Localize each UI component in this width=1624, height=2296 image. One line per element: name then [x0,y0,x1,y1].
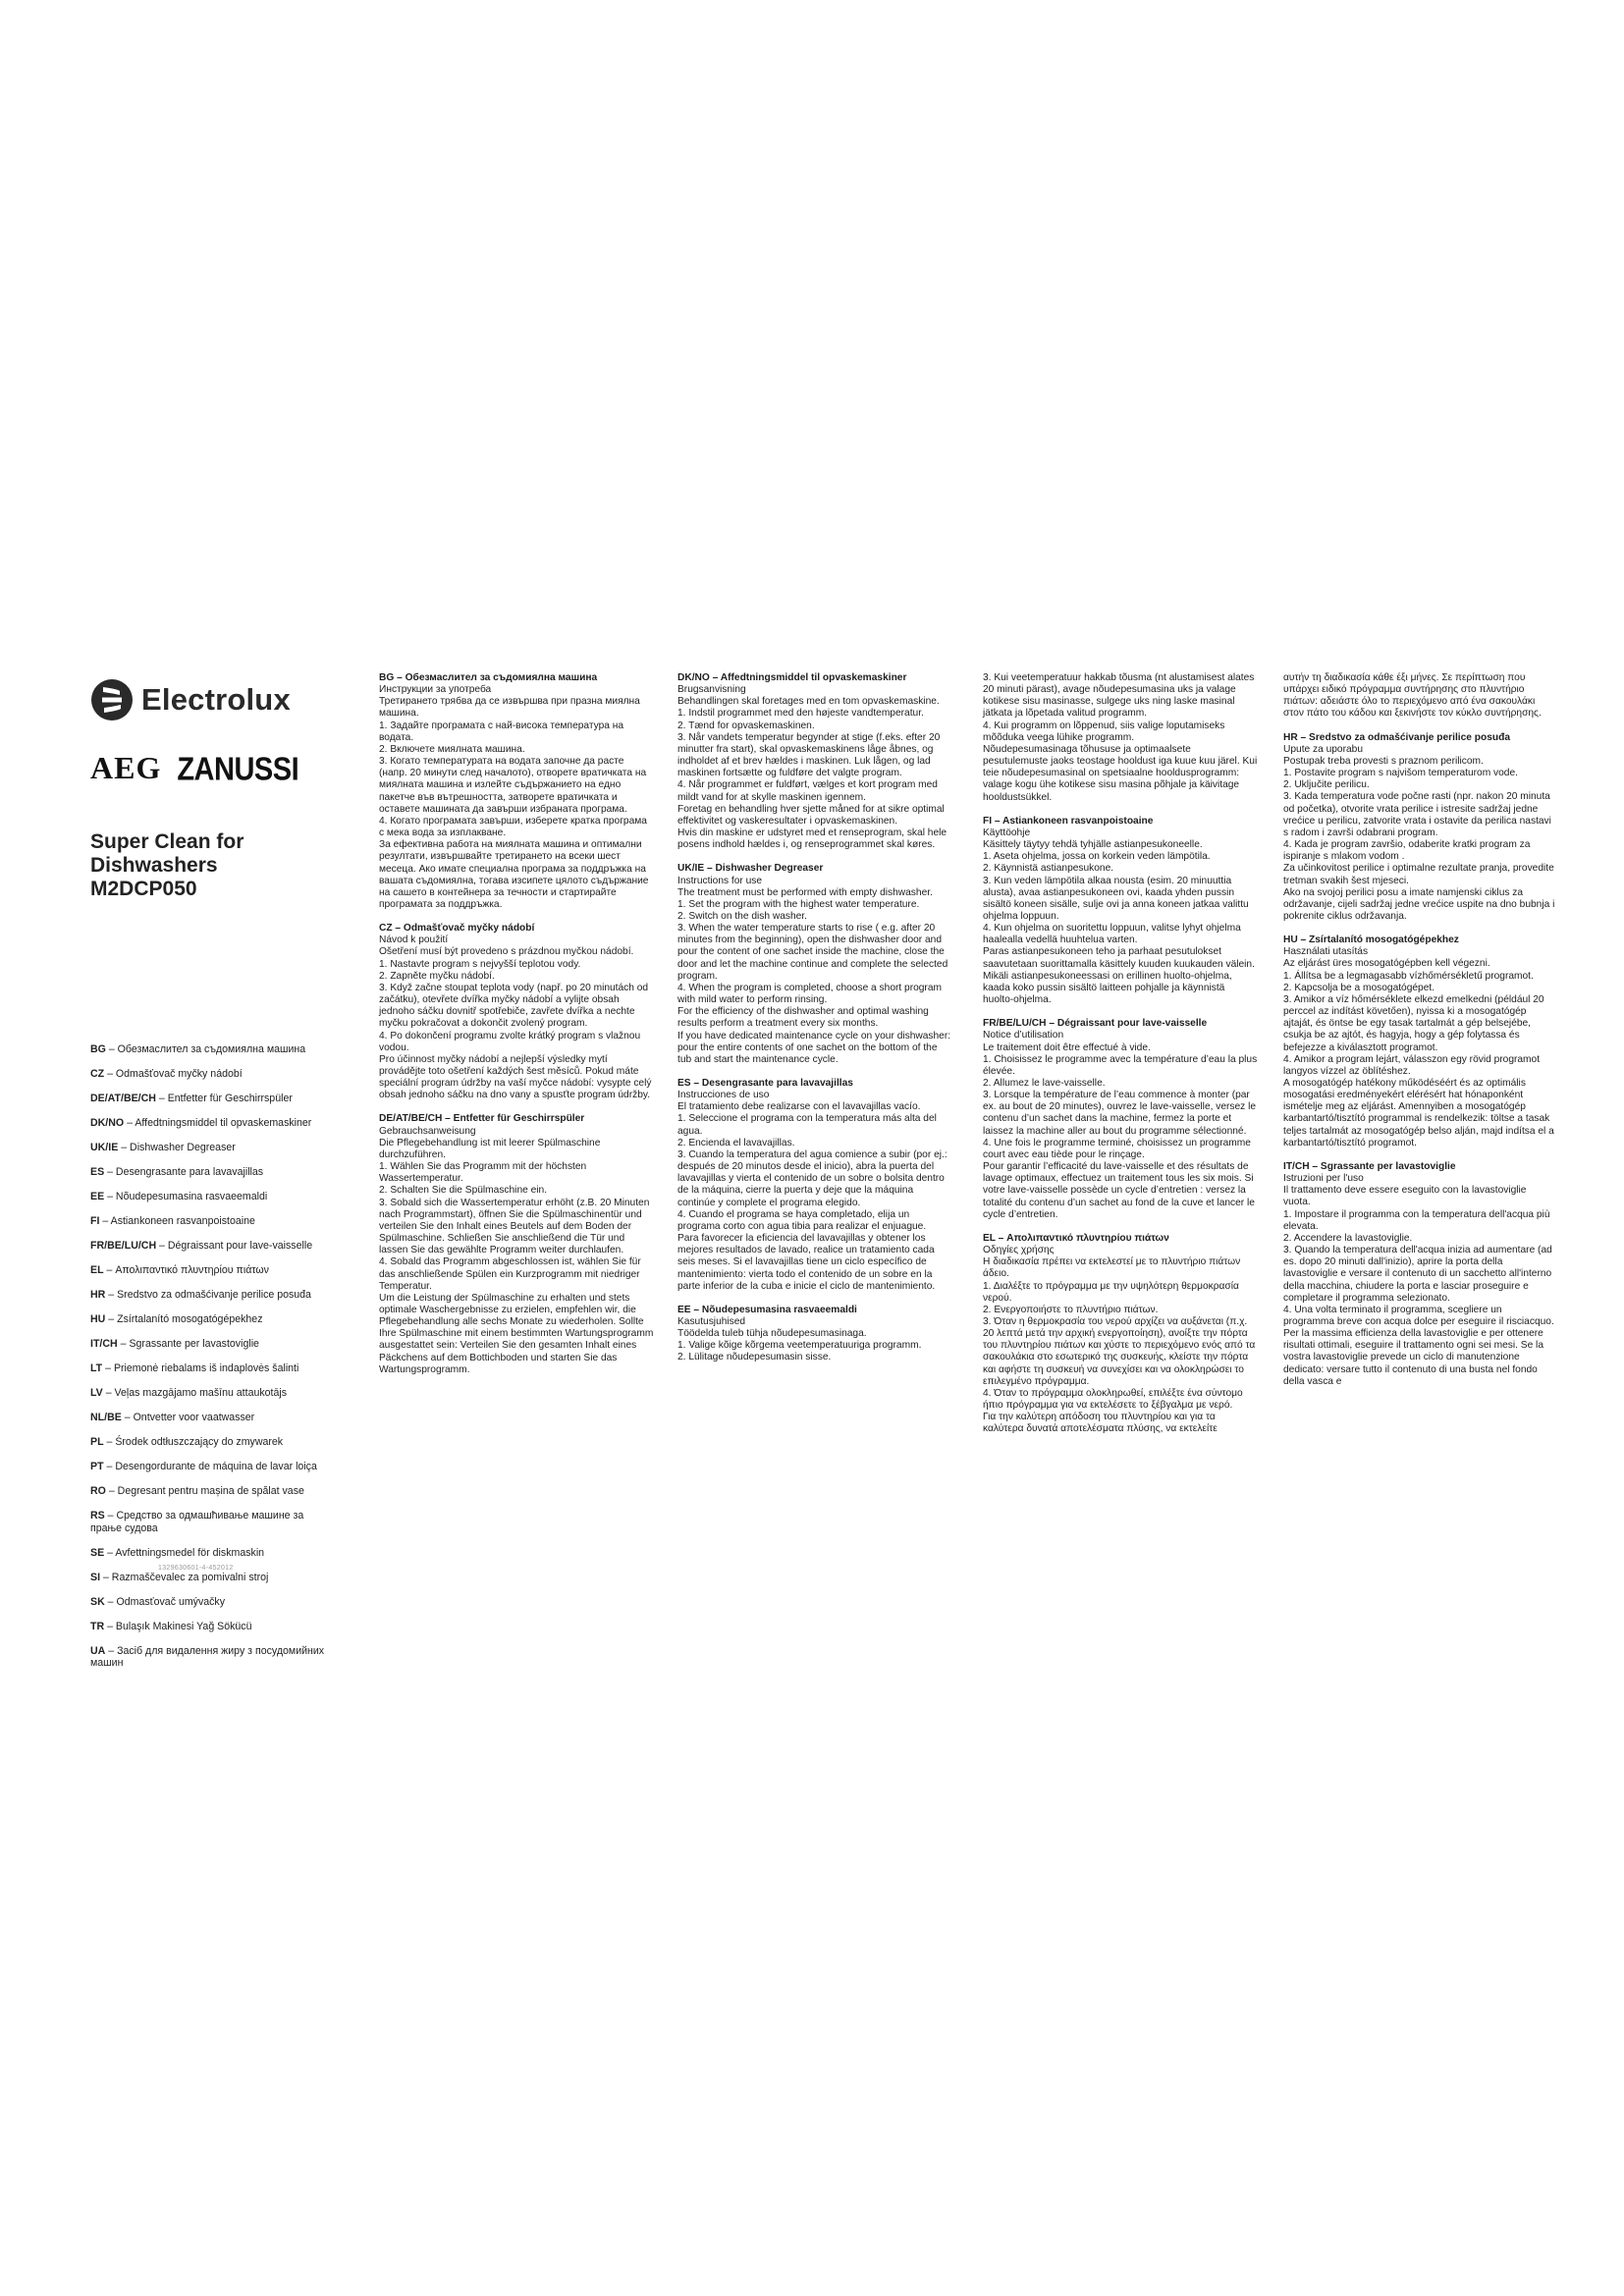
electrolux-wordmark: Electrolux [141,682,291,717]
instruction-line: 4. Когато програмата завърши, изберете кратка програма с мека вода за изплакване. [379,815,647,839]
instruction-line: 1. Seleccione el programa con la temperatura más alta del agua. [677,1113,937,1137]
instruction-line: 4. Όταν το πρόγραμμα ολοκληρωθεί, επιλέξτε ένα σύντομο ήπιο πρόγραμμα για να εκτελέσετε το ξέβγαλμα με νερό. [983,1387,1243,1412]
instruction-line: Kasutusjuhised [677,1315,746,1327]
instruction-line: karbantartó/tisztító programmal is rendelkezik: töltse a tasak teljes tartalmát az mosogatógép belso alján, majd indítsa el a karbantartó/tisztító programot. [1283,1113,1554,1148]
language-index-item: BG – Обезмаслител за съдомиялна машина [90,1043,306,1055]
instruction-line: 2. Kapcsolja be a mosogatógépet. [1283,982,1435,993]
language-index-item: LT – Priemonė riebalams iš indaplovės šalinti [90,1362,299,1374]
section-title: FI – Astiankoneen rasvanpoistoaine [983,815,1154,827]
instruction-line: Hvis din maskine er udstyret med et renseprogram, skal hele posens indhold hældes i, og renseprogrammet skal køres. [677,828,947,851]
instruction-line: 1. Indstil programmet med den højeste vandtemperatur. [677,708,924,720]
language-code: HR [90,1289,106,1301]
instruction-line: Pour garantir l’efficacité du lave-vaisselle et des résultats de lavage optimaux, effectuez un traitement tous les six mois. Si votre lave-vaisselle possède un cycle d’entretien : versez la totalité du contenu d’un sachet au fond de la cuve et lancer le cycle d’entretien. [983,1161,1255,1220]
language-section [983,1018,1258,1221]
instruction-line: 1. Διαλέξτε το πρόγραμμα με την υψηλότερη θερμοκρασία νερού. [983,1280,1239,1304]
language-section [677,863,952,1066]
instruction-line: 4. Sobald das Programm abgeschlossen ist, wählen Sie für das anschließende Spülen ein Kurzprogramm mit niedriger Temperatur. [379,1256,641,1292]
language-section [677,1305,952,1364]
instruction-line: Instructions for use [677,875,763,886]
language-index-item: IT/CH – Sgrassante per lavastoviglie [90,1338,259,1350]
instruction-line: Foretag en behandling hver sjette måned for at sikre optimal effektivitet og vaskeresultater i opvaskemaskinen. [677,803,945,827]
section-title: EE – Nõudepesumasina rasvaeemaldi [677,1304,857,1315]
language-index-item: NL/BE – Ontvetter voor vaatwasser [90,1412,255,1423]
instruction-line: If you have dedicated maintenance cycle on your dishwasher: pour the entire contents of one sachet on the bottom of the tub and start the maintenance cycle. [677,1030,951,1065]
instruction-line: Käsittely täytyy tehdä tyhjälle astianpesukoneelle. [983,839,1203,851]
language-index-item: TR – Bulaşık Makinesi Yağ Sökücü [90,1620,252,1632]
language-product-name: Desengrasante para lavavajillas [115,1166,264,1178]
instruction-line: 1. Állítsa be a legmagasabb vízhőmérsékletű programot. [1283,970,1534,982]
language-code: IT/CH [90,1338,118,1350]
section-title: IT/CH – Sgrassante per lavastoviglie [1283,1160,1456,1172]
language-code: BG [90,1043,106,1055]
instruction-line: 2. Schalten Sie die Spülmaschine ein. [379,1185,548,1197]
language-product-name: Priemonė riebalams iš indaplovės šalinti [113,1362,299,1374]
instruction-line: 3. Lorsque la température de l’eau commence à monter (par ex. au bout de 20 minutes), ouvrez le lave-vaisselle, versez le contenu d’un sachet dans la machine, fermez la porte et laissez la machine aller au bout du programme sélectionné. [983,1090,1257,1137]
instruction-line: Behandlingen skal foretages med en tom opvaskemaskine. [677,696,940,708]
language-code: FI [90,1215,100,1227]
language-code: EE [90,1191,105,1202]
instruction-line: Za učinkovitost perilice i optimalne rezultate pranja, provedite tretman svakih šest mjeseci. [1283,863,1554,886]
language-code: UA [90,1644,106,1657]
section-title: EL – Απολιπαντικό πλυντηρίου πιάτων [983,1232,1169,1244]
language-index-item: LV – Veļas mazgājamo mašīnu attaukotājs [90,1387,288,1399]
instruction-line: 3. Když začne stoupat teplota vody (např. po 20 minutách od začátku), otevřete dvířka myčky nádobí a vylijte obsah jednoho sáčku dovnitř spotřebiče, zavřete dvířka a nechte myčku pokračovat a dokončit zvolený program. [379,982,649,1030]
language-code: EL [90,1264,104,1276]
language-section [379,672,654,911]
instruction-line: 4. Cuando el programa se haya completado, elija un programa corto con agua tibia para realizar el enjuague. [677,1208,927,1232]
electrolux-logo [90,675,326,724]
language-index-item: CZ – Odmašťovač myčky nádobí [90,1068,243,1080]
section-title: HU – Zsírtalanító mosogatógépekhez [1283,934,1459,946]
language-product-name: Bulaşık Makinesi Yağ Sökücü [115,1620,252,1632]
instruction-line: Il trattamento deve essere eseguito con la lavastoviglie vuota. [1283,1185,1527,1208]
language-product-name: Entfetter für Geschirrspüler [167,1093,293,1104]
instruction-line: Инструкции за употреба [379,684,492,696]
section-title: DE/AT/BE/CH – Entfetter für Geschirrspüler [379,1113,585,1125]
language-index-item: FR/BE/LU/CH – Dégraissant pour lave-vaisselle [90,1240,313,1252]
instruction-line: 4. When the program is completed, choose a short program with mild water to perform rinsing. [677,982,942,1006]
aeg-logo: AEG [90,750,162,785]
instruction-line: 1. Choisissez le programme avec la température d’eau la plus élevée. [983,1053,1258,1077]
instruction-line: Η διαδικασία πρέπει να εκτελεστεί με το πλυντήριο πιάτων άδειο. [983,1256,1241,1280]
instruction-line: 2. Switch on the dish washer. [677,910,807,922]
language-index-item: EL – Απολιπαντικό πλυντηρίου πιάτων [90,1264,269,1276]
section-title: BG – Обезмаслител за съдомиялна машина [379,672,598,683]
language-index-item: DE/AT/BE/CH – Entfetter für Geschirrspüler [90,1093,293,1104]
instruction-line: 4. Una volta terminato il programma, scegliere un programma breve con acqua dolce per eseguire il risciacquo. [1283,1304,1554,1327]
instruction-line: Paras astianpesukoneen teho ja parhaat pesutulokset saavutetaan suorittamalla käsittely kuuden kuukauden välein. Mikäli astianpesukoneessasi on erillinen huolto-ohjelma, kaada koko pussin sisältö laitteen pohjalle ja käynnistä huolto-ohjelma. [983,946,1255,1006]
document-number: 1329630601-4-452012 [158,1565,234,1572]
section-title: FR/BE/LU/CH – Dégraissant pour lave-vaisselle [983,1018,1208,1030]
instruction-line: 1. Nastavte program s nejvyšší teplotou vody. [379,958,581,970]
instruction-line: Gebrauchsanweisung [379,1125,476,1137]
language-code: LV [90,1387,103,1399]
text-column-2 [677,672,952,1376]
electrolux-e-icon [90,678,134,721]
language-section [983,816,1258,1007]
language-section [983,672,1258,804]
language-product-name: Средство за одмашћивање машине за прање судова [90,1510,304,1534]
language-index-item: ES – Desengrasante para lavavajillas [90,1166,264,1178]
language-index [90,1043,336,1682]
language-index-item: FI – Astiankoneen rasvanpoistoaine [90,1215,255,1227]
language-code: DE/AT/BE/CH [90,1093,156,1104]
text-column-3 [983,672,1258,1448]
instruction-line: αυτήν τη διαδικασία κάθε έξι μήνες. Σε περίπτωση που υπάρχει ειδικό πρόγραμμα συντήρησης στο πλυντήριο πιάτων: αδειάστε όλο το περιεχόμενο από ένα σακουλάκι στον πάτο του κάδου και ξεκινήστε τον κύκλο συντήρησης. [1283,672,1542,720]
instruction-line: 1. Set the program with the highest water temperature. [677,898,920,910]
language-index-item: EE – Nõudepesumasina rasvaeemaldi [90,1191,268,1202]
language-index-item: PL – Środek odtłuszczający do zmywarek [90,1436,284,1448]
instruction-line: Pro účinnost myčky nádobí a nejlepší výsledky mytí provádějte toto ošetření každých šest měsíců. Pokud máte speciální program údržby na vaší myčce nádobí: vysypte celý obsah jednoho sáčku na dno vany a spusťte program údržby. [379,1053,652,1101]
language-product-name: Dégraissant pour lave-vaisselle [167,1240,313,1252]
language-code: NL/BE [90,1412,122,1423]
language-section [379,923,654,1101]
instruction-line: 3. Kun veden lämpötila alkaa nousta (esim. 20 minuuttia alusta), avaa astianpesukoneen ovi, kaada yhden pussin sisältö koneen sisälle, sulje ovi ja anna koneen jatkaa valittu ohjelma loppuun. [983,875,1249,922]
section-title: ES – Desengrasante para lavavajillas [677,1078,853,1089]
language-index-item: DK/NO – Affedtningsmiddel til opvaskemaskiner [90,1117,312,1129]
language-product-name: Απολιπαντικό πλυντηρίου πιάτων [115,1264,269,1276]
language-product-name: Sredstvo za odmašćivanje perilice posuđa [117,1289,311,1301]
instruction-line: Ako na svojoj perilici posu a imate namjenski ciklus za održavanje, cijeli sadržaj jedne vrećice uspite na dno bubnja i pokrenite ciklus održavanja. [1283,886,1555,922]
instruction-line: Návod k použití [379,934,449,946]
instruction-line: 2. Encienda el lavavajillas. [677,1137,795,1148]
language-code: LT [90,1362,103,1374]
language-index-item: UA – Засіб для видалення жиру з посудомийних машин [90,1644,325,1669]
language-index-item: RS – Средство за одмашћивање машине за прање судова [90,1510,304,1534]
instruction-line: 2. Lülitage nõudepesumasin sisse. [677,1352,832,1363]
instruction-line: Die Pflegebehandlung ist mit leerer Spülmaschine durchzuführen. [379,1137,601,1160]
instruction-line: The treatment must be performed with empty dishwasher. [677,886,933,898]
language-product-name: Nõudepesumasina rasvaeemaldi [115,1191,268,1202]
instruction-line: 3. Όταν η θερμοκρασία του νερού αρχίζει να αυξάνεται (π.χ. 20 λεπτά μετά την αρχική ενεργοποίηση), ανοίξτε την πόρτα του πλυντηρίου πιάτων και χύστε το περιεχόμενο ενός από τα σακουλάκια στο εσωτερικό της συσκευής, κλείστε την πόρτα και αφήστε τη συσκευή να συνεχίσει και να ολοκληρώσει το επιλεγμένο πρόγραμμα. [983,1315,1256,1387]
language-index-item: RO – Degresant pentru mașina de spălat vase [90,1485,304,1497]
language-code: HU [90,1313,106,1325]
instruction-line: 4. Po dokončení programu zvolte krátký program s vlažnou vodou. [379,1030,641,1053]
language-section [983,1233,1258,1436]
language-index-item: HR – Sredstvo za odmašćivanje perilice posuđa [90,1289,311,1301]
instruction-line: 3. Kui veetemperatuur hakkab tõusma (nt alustamisest alates 20 minuti pärast), avage nõudepesumasina uks ja valage kotikese sisu masinasse, sulgege uks ning laske masinal jätkata ja lõpetada valitud programm. [983,672,1255,720]
instruction-line: 3. Amikor a víz hőmérséklete elkezd emelkedni (például 20 perccel az indítást követően), nyissa ki a mosogatógép ajtaját, és öntse be egy tasak tartalmát a gép belsejébe, csukja be az ajtót, és hagyja, hogy a gép folytassa és befejezze a kiválasztott programot. [1283,993,1544,1053]
instruction-line: 1. Postavite program s najvišom temperaturom vode. [1283,768,1518,779]
language-code: SI [90,1571,101,1583]
instruction-line: Οδηγίες χρήσης [983,1245,1055,1256]
language-product-name: Degresant pentru mașina de spălat vase [117,1485,304,1497]
instruction-line: 1. Impostare il programma con la temperatura dell'acqua più elevata. [1283,1208,1550,1232]
language-section [1283,934,1555,1149]
instruction-line: Käyttöohje [983,827,1031,838]
instruction-line: 2. Tænd for opvaskemaskinen. [677,720,815,731]
language-product-name: Odmasťovač umývačky [116,1595,226,1608]
language-section [677,672,952,851]
instruction-line: 4. Kada je program završio, odaberite kratki program za ispiranje s mlakom vodom . [1283,839,1531,863]
instruction-line: 3. Når vandets temperatur begynder at stige (f.eks. efter 20 minutter fra start), skal opvaskemaskinens låge åbnes, og indholdet af et brev hældes i maskinen. Luk lågen, og lad maskinen fortsætte og fuldføre det valgte program. [677,731,941,779]
instruction-line: Ošetření musí být provedeno s prázdnou myčkou nádobí. [379,946,634,958]
instruction-line: 4. Når programmet er fuldført, vælges et kort program med mildt vand for at skylle maskinen igennem. [677,779,938,803]
instruction-line: 1. Wählen Sie das Programm mit der höchsten Wassertemperatur. [379,1161,587,1185]
instruction-line: Töödelda tuleb tühja nõudepesumasinaga. [677,1328,867,1340]
language-section [379,1113,654,1375]
language-code: ES [90,1166,105,1178]
language-section [1283,732,1555,924]
instruction-line: Istruzioni per l'uso [1283,1173,1364,1185]
instruction-line: 3. Cuando la temperatura del agua comience a subir (por ej.: después de 20 minutos desde el inicio), abra la puerta del lavavajillas y vierta el contenido de un sobre o bolsita dentro de la máquina, cierre la puerta y deje que la máquina continúe y complete el programa elegido. [677,1148,947,1208]
instruction-line: 2. Zapněte myčku nádobí. [379,970,495,982]
instruction-line: Um die Leistung der Spülmaschine zu erhalten und stets optimale Waschergebnisse zu erzielen, empfehlen wir, die Pflegebehandlung alle sechs Monate zu wiederholen. Sollte Ihre Spülmaschine mit einem bestimmten Wartungsprogramm ausgestattet sein: Verteilen Sie den gesamten Inhalt eines Päckchens auf dem Bottichboden und starten Sie das Wartungsprogramm. [379,1292,654,1375]
instruction-line: 3. Kada temperatura vode počne rasti (npr. nakon 20 minuta od početka), otvorite vrata perilice i istresite sadržaj jedne vrećice u perilicu, zatvorite vrata i ostavite da perilica nastavi s radom i završi odabrani program. [1283,791,1551,838]
language-index-item: SE – Avfettningsmedel för diskmaskin [90,1546,265,1559]
section-title: HR – Sredstvo za odmašćivanje perilice posuđa [1283,731,1510,743]
instruction-line: El tratamiento debe realizarse con el lavavajillas vacío. [677,1101,921,1113]
instruction-line: 3. Quando la temperatura dell'acqua inizia ad aumentare (ad es. dopo 20 minuti dall'inizio), aprire la porta della lavastoviglie e versare il contenuto di un sacchetto all'interno della macchina, chiudere la porta e lasciar proseguire e completare il programma selezionato. [1283,1245,1552,1304]
language-index-item: SK – Odmasťovač umývačky [90,1595,226,1608]
language-code: SK [90,1595,105,1608]
language-product-name: Astiankoneen rasvanpoistoaine [110,1215,255,1227]
instruction-line: 1. Aseta ohjelma, jossa on korkein veden lämpötila. [983,851,1211,863]
instruction-line: 3. Sobald sich die Wassertemperatur erhöht (z.B. 20 Minuten nach Programmstart), öffnen Sie die Spülmaschinentür und verteilen Sie den Inhalt eines Beutels auf dem Boden der Spülmaschine. Schließen Sie anschließend die Tür und lassen Sie das gewählte Programm weiter durchlaufen. [379,1197,650,1256]
language-code: RS [90,1510,105,1522]
language-product-name: Zsírtalanító mosogatógépekhez [117,1313,263,1325]
instruction-line: 2. Käynnistä astianpesukone. [983,863,1114,875]
instruction-line: A mosogatógép hatékony működéséért és az optimális mosogatási eredményekért elérésért hat hónaponként ismételje meg az eljárást. Amennyiben a mosogatógép [1283,1078,1526,1113]
instruction-line: For the efficiency of the dishwasher and optimal washing results perform a treatment every six months. [677,1006,929,1030]
text-column-4 [1283,672,1555,1400]
language-product-name: Affedtningsmiddel til opvaskemaskiner [135,1117,312,1129]
instruction-line: 3. Когато температурата на водата започне да расте (напр. 20 минути след началото), отворете вратичката на миялната машина и излейте съдържанието на едно пакетче във вътрешността, затворете вратичката и оставете машината да завърши избраната програма. [379,756,647,815]
instruction-line: 4. Kun ohjelma on suoritettu loppuun, valitse lyhyt ohjelma haalealla vedellä huuhtelua varten. [983,923,1241,946]
language-code: FR/BE/LU/CH [90,1240,157,1252]
language-code: UK/IE [90,1142,119,1153]
language-code: PL [90,1436,104,1448]
zanussi-logo: ZANUSSI [177,751,299,788]
instruction-line: Az eljárást üres mosogatógépben kell végezni. [1283,958,1490,970]
instruction-line: Postupak treba provesti s praznom perilicom. [1283,755,1484,767]
instruction-line: Le traitement doit être effectué à vide. [983,1041,1151,1053]
product-title: Super Clean for Dishwashers M2DCP050 [90,830,244,900]
brand-block [90,675,326,786]
language-product-name: Sgrassante per lavastoviglie [129,1338,259,1350]
language-code: DK/NO [90,1117,125,1129]
language-product-name: Обезмаслител за съдомиялна машина [117,1043,306,1055]
instruction-line: 1. Valige kõige kõrgema veetemperatuuriga programm. [677,1340,922,1352]
language-product-name: Desengordurante de máquina de lavar loiça [115,1461,317,1472]
instruction-line: 3. When the water temperature starts to rise ( e.g. after 20 minutes from the beginning), open the dishwasher door and pour the content of one sachet inside the machine, close the door and let the machine continue and complete the selected program. [677,923,948,982]
instruction-line: Третирането трябва да се извършва при празна миялна машина. [379,696,640,720]
instruction-line: 4. Une fois le programme terminé, choisissez un programme court avec eau tiède pour le rinçage. [983,1137,1251,1160]
section-title: CZ – Odmašťovač myčky nádobí [379,923,535,934]
text-column-1 [379,672,654,1388]
language-code: PT [90,1461,104,1472]
language-section [1283,672,1555,721]
language-product-name: Razmaščevalec za pomivalni stroj [111,1571,269,1583]
language-section [677,1078,952,1293]
section-title: UK/IE – Dishwasher Degreaser [677,863,824,875]
language-product-name: Odmašťovač myčky nádobí [115,1068,243,1080]
instruction-line: 2. Accendere la lavastoviglie. [1283,1232,1413,1244]
language-index-item: PT – Desengordurante de máquina de lavar loiça [90,1461,317,1472]
instruction-line: 2. Включете миялната машина. [379,743,525,755]
instruction-line: Instrucciones de uso [677,1090,770,1101]
instruction-line: Nõudepesumasinaga tõhususe ja optimaalsete pesutulemuste jaoks teostage hooldust iga kuue kuu järel. Kui teie nõudepesumasinal on spetsiaalne hooldusprogramm: valage kogu ühe kotikese sisu masina põhjale ja käivitage hooldustsükkel. [983,743,1258,803]
instruction-line: Notice d’utilisation [983,1030,1064,1041]
instruction-line: За ефективна работа на миялната машина и оптимални резултати, извършвайте третирането на всеки шест месеца. Ако имате специална програма за поддръжка на вашата съдомиялна, тогава изсипете цялото съдържание на сашето в контейнера за течности и стартирайте програмата за поддръжка. [379,839,649,910]
instruction-line: 1. Задайте програмата с най-висока температура на водата. [379,720,624,743]
instruction-line: Brugsanvisning [677,684,746,696]
language-code: CZ [90,1068,105,1080]
language-product-name: Środek odtłuszczający do zmywarek [115,1436,284,1448]
language-product-name: Ontvetter voor vaatwasser [133,1412,255,1423]
instruction-line: Használati utasítás [1283,946,1369,958]
language-code: TR [90,1620,105,1632]
language-index-item: SI – Razmaščevalec za pomivalni stroj [90,1571,269,1583]
language-index-item: HU – Zsírtalanító mosogatógépekhez [90,1313,263,1325]
instruction-line: Per la massima efficienza della lavastoviglie e per ottenere risultati ottimali, eseguire il trattamento ogni sei mesi. Se la vostra lavastoviglie prevede un ciclo di manutenzione dedicato: versare tutto il contenuto di una busta nel fondo della vasca e [1283,1328,1543,1387]
instruction-line: 2. Ενεργοποιήστε το πλυντήριο πιάτων. [983,1304,1159,1315]
language-section [1283,1161,1555,1388]
language-product-name: Veļas mazgājamo mašīnu attaukotājs [114,1387,288,1399]
language-product-name: Avfettningsmedel för diskmaskin [115,1546,265,1559]
language-product-name: Засіб для видалення жиру з посудомийних машин [90,1644,325,1669]
instruction-line: 2. Allumez le lave-vaisselle. [983,1078,1106,1089]
instruction-line: 4. Amikor a program lejárt, válasszon egy rövid programot langyos vízzel az öblítéshez. [1283,1053,1541,1077]
language-code: RO [90,1485,106,1497]
instruction-line: 2. Uključite perilicu. [1283,779,1370,791]
section-title: DK/NO – Affedtningsmiddel til opvaskemaskiner [677,672,907,683]
instruction-line: Για την καλύτερη απόδοση του πλυντηρίου και για τα καλύτερα δυνατά αποτελέσματα πλύσης, να εκτελείτε [983,1412,1218,1435]
instruction-line: 4. Kui programm on lõppenud, siis valige loputamiseks mõõduka veega lühike programm. [983,720,1225,743]
language-index-item: UK/IE – Dishwasher Degreaser [90,1142,236,1153]
language-code: SE [90,1546,105,1559]
instruction-line: Upute za uporabu [1283,743,1363,755]
instruction-line: Para favorecer la eficiencia del lavavajillas y obtener los mejores resultados de lavado, realice un tratamiento cada seis meses. Si el lavavajillas tiene un ciclo específico de mantenimiento: vierta todo el contenido de un sobre en la parte inferior de la cuba e inicie el ciclo de mantenimiento. [677,1233,936,1292]
language-product-name: Dishwasher Degreaser [130,1142,236,1153]
